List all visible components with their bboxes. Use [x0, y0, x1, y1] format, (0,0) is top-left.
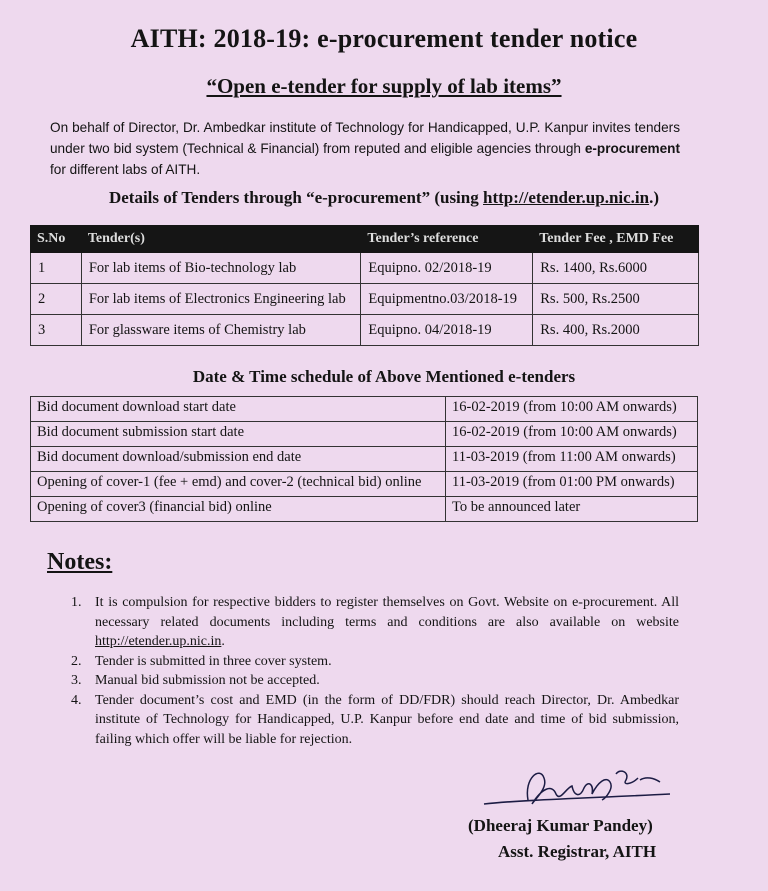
table-row: [31, 315, 699, 346]
table-row: [31, 397, 698, 422]
etender-link[interactable]: http://etender.up.nic.in: [95, 634, 222, 649]
notes-heading: Notes:: [47, 549, 113, 575]
note-item: [67, 652, 679, 672]
details-heading-prefix: Details of Tenders through “e-procurement” (using: [108, 188, 483, 207]
table-row: [31, 253, 699, 284]
col-header-reference: Tender’s reference: [361, 226, 533, 253]
cell-event: Opening of cover-1 (fee + emd) and cover-2 (technical bid) online: [31, 472, 446, 497]
cell-tender: For lab items of Electronics Engineering lab: [81, 284, 361, 315]
handwritten-signature: [470, 758, 680, 818]
note-number: 3.: [71, 673, 82, 688]
schedule-heading: Date & Time schedule of Above Mentioned e-tenders: [192, 367, 576, 386]
note-number: 1.: [71, 595, 82, 610]
cell-tender: For glassware items of Chemistry lab: [81, 315, 361, 346]
table-row: [31, 422, 698, 447]
note-number: 2.: [71, 653, 82, 669]
table-row: [31, 472, 698, 497]
page-title: AITH: 2018-19: e-procurement tender notice: [130, 24, 638, 53]
cell-datetime: 11-03-2019 (from 11:00 AM onwards): [446, 447, 698, 472]
etender-link[interactable]: http://etender.up.nic.in: [483, 188, 650, 207]
intro-text-2: for different labs of AITH.: [50, 162, 201, 177]
cell-event: Bid document download start date: [31, 397, 446, 422]
note-item: [67, 691, 679, 750]
details-heading-suffix: .): [649, 188, 660, 207]
intro-paragraph: [50, 117, 680, 180]
note-item: [67, 593, 679, 652]
cell-fee: Rs. 500, Rs.2500: [533, 284, 699, 315]
table-row: [31, 447, 698, 472]
tenders-table: [30, 225, 699, 346]
cell-sno: 3: [31, 315, 82, 346]
col-header-fee: Tender Fee , EMD Fee: [533, 226, 699, 253]
cell-event: Opening of cover3 (financial bid) online: [31, 497, 446, 522]
cell-datetime: To be announced later: [446, 497, 698, 522]
cell-sno: 1: [31, 253, 82, 284]
col-header-sno: S.No: [31, 226, 82, 253]
note-suffix: .: [221, 634, 225, 649]
note-text: Tender document’s cost and EMD (in the form of DD/FDR) should reach Director, Dr. Ambedkar institute of Technology for Handicapped, U.P. Kanpur before end date and time of bid submission, failing which offer will be liable for rejection.: [95, 692, 679, 747]
table-row: [31, 284, 699, 315]
cell-event: Bid document submission start date: [31, 422, 446, 447]
cell-fee: Rs. 400, Rs.2000: [533, 315, 699, 346]
intro-bold-text: e-procurement: [584, 141, 680, 156]
signatory-name: (Dheeraj Kumar Pandey): [468, 816, 653, 835]
note-item: [67, 671, 679, 691]
cell-tender: For lab items of Bio-technology lab: [81, 253, 361, 284]
tenders-table-header-row: [31, 226, 699, 253]
intro-text-1: On behalf of Director, Dr. Ambedkar institute of Technology for Handicapped, U.P. Kanpur invites tenders under two bid system (Technical & Financial) from reputed and eligible agencies through: [50, 120, 680, 156]
cell-reference: Equipmentno.03/2018-19: [361, 284, 533, 315]
cell-datetime: 16-02-2019 (from 10:00 AM onwards): [446, 422, 698, 447]
schedule-table: [30, 396, 698, 522]
cell-datetime: 11-03-2019 (from 01:00 PM onwards): [446, 472, 698, 497]
cell-reference: Equipno. 02/2018-19: [361, 253, 533, 284]
notes-list: [67, 593, 679, 749]
note-text: Tender is submitted in three cover system.: [95, 653, 332, 669]
note-text: It is compulsion for respective bidders to register themselves on Govt. Website on e-procurement. All necessary related documents including terms and conditions are also available on website: [95, 595, 679, 630]
signatory-designation: Asst. Registrar, AITH: [498, 842, 657, 861]
note-text: Manual bid submission not be accepted.: [95, 673, 320, 688]
cell-reference: Equipno. 04/2018-19: [361, 315, 533, 346]
note-number: 4.: [71, 692, 82, 708]
col-header-tender: Tender(s): [81, 226, 361, 253]
tender-details-heading: [0, 188, 768, 208]
table-row: [31, 497, 698, 522]
cell-event: Bid document download/submission end date: [31, 447, 446, 472]
cell-datetime: 16-02-2019 (from 10:00 AM onwards): [446, 397, 698, 422]
cell-fee: Rs. 1400, Rs.6000: [533, 253, 699, 284]
page-subtitle: “Open e-tender for supply of lab items”: [206, 74, 562, 98]
cell-sno: 2: [31, 284, 82, 315]
